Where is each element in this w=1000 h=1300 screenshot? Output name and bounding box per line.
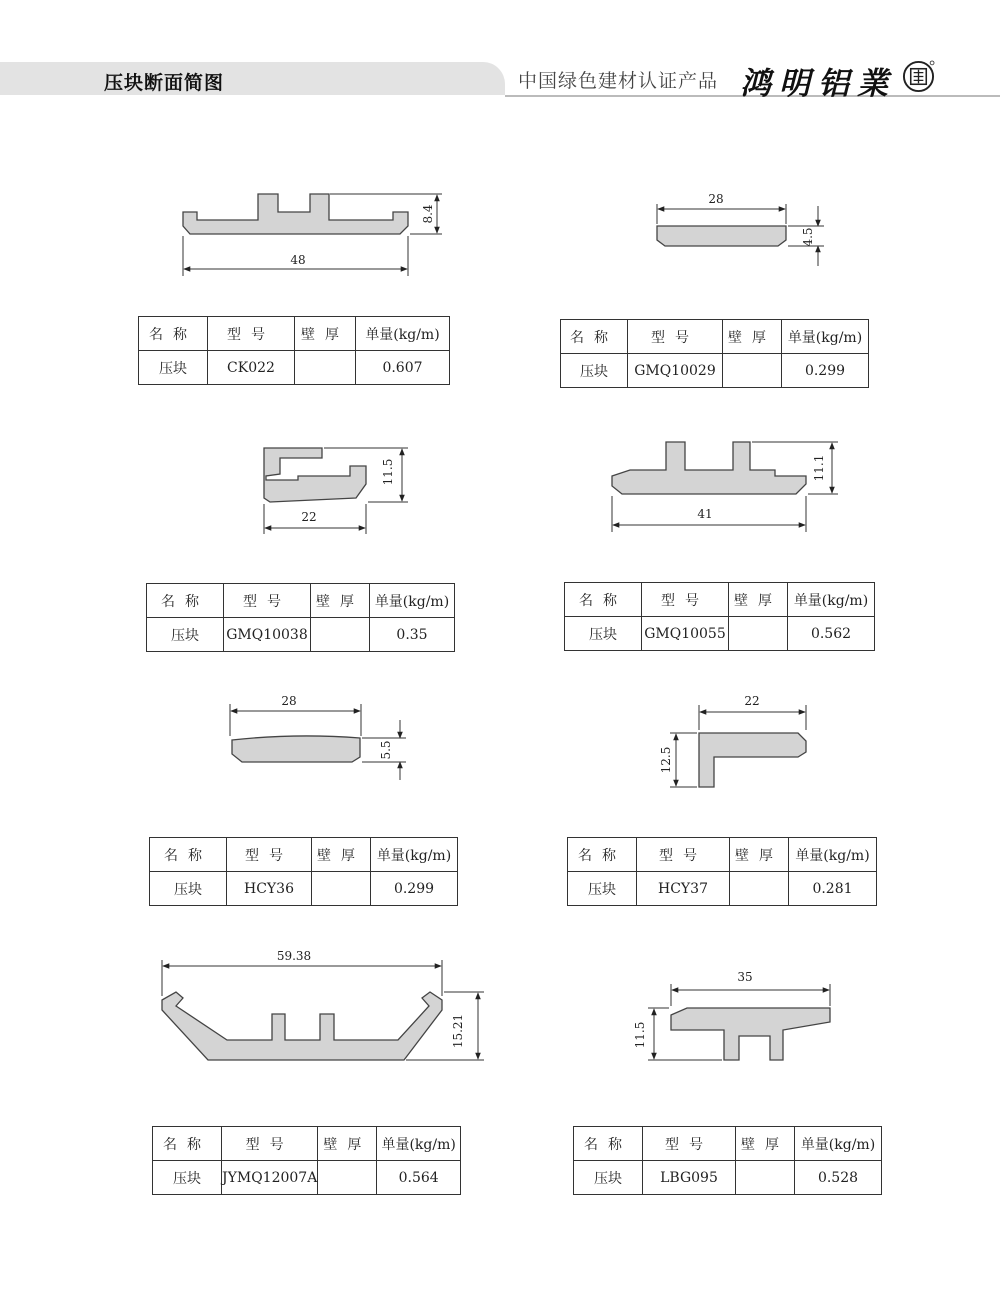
brand-name: 鸿明铝業 xyxy=(740,66,896,102)
spec-table-lbg095 xyxy=(573,1126,882,1195)
header-name: 名称 xyxy=(147,584,224,618)
dim-height-gmq10038: 11.5 xyxy=(381,458,395,486)
cell-name: 压块 xyxy=(565,617,642,651)
header-unit-weight: 单量(kg/m) xyxy=(356,317,450,351)
cell-model: JYMQ12007A xyxy=(222,1161,318,1195)
cell-thickness xyxy=(730,872,789,906)
dim-height-hcy37: 12.5 xyxy=(659,746,673,774)
cell-thickness xyxy=(311,618,370,652)
header-model: 型号 xyxy=(643,1127,736,1161)
cell-model: GMQ10029 xyxy=(628,354,723,388)
cell-weight: 0.299 xyxy=(782,354,869,388)
cell-model: GMQ10055 xyxy=(642,617,729,651)
cell-name: 压块 xyxy=(561,354,628,388)
header-unit-weight: 单量(kg/m) xyxy=(782,320,869,354)
header-name: 名称 xyxy=(150,838,227,872)
header-unit-weight: 单量(kg/m) xyxy=(795,1127,882,1161)
dim-width-gmq10038: 22 xyxy=(301,510,317,524)
dim-height-hcy36: 5.5 xyxy=(379,740,393,760)
profile-lbg095-drawing xyxy=(648,984,830,1060)
header-name: 名称 xyxy=(153,1127,222,1161)
cell-weight: 0.528 xyxy=(795,1161,882,1195)
spec-table-ck022 xyxy=(138,316,450,385)
cell-weight: 0.281 xyxy=(789,872,877,906)
header-thickness: 壁厚 xyxy=(318,1127,377,1161)
profile-gmq10055-drawing xyxy=(612,442,838,532)
spec-table-jymq12007a xyxy=(152,1126,461,1195)
cell-weight: 0.607 xyxy=(356,351,450,385)
profile-ck022-drawing xyxy=(183,194,442,276)
dim-height-lbg095: 11.5 xyxy=(633,1021,647,1049)
header-thickness: 壁厚 xyxy=(312,838,371,872)
dim-width-lbg095: 35 xyxy=(737,970,753,984)
cell-name: 压块 xyxy=(153,1161,222,1195)
cell-thickness xyxy=(723,354,782,388)
page-title: 压块断面简图 xyxy=(104,72,225,94)
cell-thickness xyxy=(318,1161,377,1195)
header-name: 名称 xyxy=(568,838,637,872)
cell-name: 压块 xyxy=(150,872,227,906)
dim-height-ck022: 8.4 xyxy=(421,204,435,224)
dim-height-gmq10029: 4.5 xyxy=(801,227,815,247)
header-name: 名称 xyxy=(561,320,628,354)
header-model: 型号 xyxy=(637,838,730,872)
header-model: 型号 xyxy=(642,583,729,617)
cell-weight: 0.35 xyxy=(370,618,455,652)
dim-width-ck022: 48 xyxy=(290,253,306,267)
header-model: 型号 xyxy=(224,584,311,618)
header-thickness: 壁厚 xyxy=(723,320,782,354)
header-unit-weight: 单量(kg/m) xyxy=(788,583,875,617)
dim-width-gmq10029: 28 xyxy=(708,192,724,206)
profile-hcy37-drawing xyxy=(670,705,806,787)
profile-jymq12007a-drawing xyxy=(162,960,484,1060)
header-model: 型号 xyxy=(222,1127,318,1161)
dim-width-hcy37: 22 xyxy=(744,694,760,708)
cell-name: 压块 xyxy=(147,618,224,652)
dim-width-jymq12007a: 59.38 xyxy=(276,949,312,963)
dim-width-gmq10055: 41 xyxy=(697,507,713,521)
spec-table-gmq10038 xyxy=(146,583,455,652)
header-thickness: 壁厚 xyxy=(295,317,356,351)
header-model: 型号 xyxy=(208,317,295,351)
dim-width-hcy36: 28 xyxy=(281,694,297,708)
header-model: 型号 xyxy=(227,838,312,872)
header-thickness: 壁厚 xyxy=(729,583,788,617)
cell-model: HCY36 xyxy=(227,872,312,906)
header-name: 名称 xyxy=(565,583,642,617)
header-thickness: 壁厚 xyxy=(311,584,370,618)
certification-slogan: 中国绿色建材认证产品 xyxy=(518,70,719,92)
cell-name: 压块 xyxy=(139,351,208,385)
cell-thickness xyxy=(729,617,788,651)
header-unit-weight: 单量(kg/m) xyxy=(371,838,458,872)
cell-model: HCY37 xyxy=(637,872,730,906)
spec-table-hcy37 xyxy=(567,837,877,906)
header-unit-weight: 单量(kg/m) xyxy=(370,584,455,618)
cell-weight: 0.562 xyxy=(788,617,875,651)
header-thickness: 壁厚 xyxy=(736,1127,795,1161)
header-model: 型号 xyxy=(628,320,723,354)
cell-model: CK022 xyxy=(208,351,295,385)
dim-height-gmq10055: 11.1 xyxy=(812,454,826,482)
header-thickness: 壁厚 xyxy=(730,838,789,872)
cell-thickness xyxy=(312,872,371,906)
profile-gmq10029-drawing xyxy=(657,204,824,266)
cell-weight: 0.564 xyxy=(377,1161,461,1195)
cell-name: 压块 xyxy=(568,872,637,906)
cell-name: 压块 xyxy=(574,1161,643,1195)
spec-table-gmq10055 xyxy=(564,582,875,651)
cell-model: GMQ10038 xyxy=(224,618,311,652)
header-unit-weight: 单量(kg/m) xyxy=(789,838,877,872)
spec-table-hcy36 xyxy=(149,837,458,906)
cell-thickness xyxy=(295,351,356,385)
header-name: 名称 xyxy=(139,317,208,351)
cell-model: LBG095 xyxy=(643,1161,736,1195)
header-name: 名称 xyxy=(574,1127,643,1161)
dim-height-jymq12007a: 15.21 xyxy=(451,1013,465,1049)
header-unit-weight: 单量(kg/m) xyxy=(377,1127,461,1161)
cell-thickness xyxy=(736,1161,795,1195)
cell-weight: 0.299 xyxy=(371,872,458,906)
spec-table-gmq10029 xyxy=(560,319,869,388)
